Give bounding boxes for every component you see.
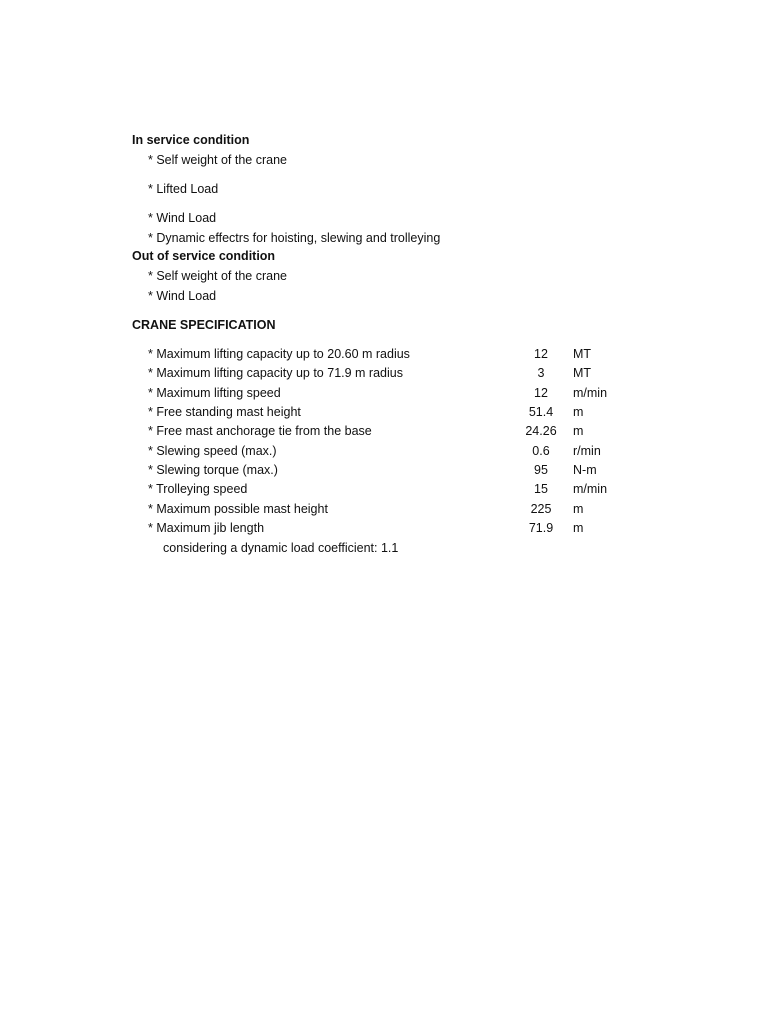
spec-row-label: * Maximum lifting capacity up to 71.9 m radius — [148, 366, 403, 380]
in-service-item-wind-load: * Wind Load — [148, 211, 217, 225]
spec-row-label: * Maximum lifting capacity up to 20.60 m radius — [148, 347, 410, 361]
spec-row-unit: m/min — [573, 386, 608, 400]
spec-row-unit: m — [573, 502, 584, 516]
spec-row-label: * Maximum jib length — [148, 521, 265, 535]
spec-row-unit: m — [573, 424, 584, 438]
spec-row-value: 12 — [534, 347, 548, 361]
out-of-service-heading: Out of service condition — [132, 249, 276, 263]
spec-row-label: * Maximum possible mast height — [148, 502, 328, 516]
spec-row-label: * Free standing mast height — [148, 405, 301, 419]
spec-row-label: * Slewing speed (max.) — [148, 444, 277, 458]
spec-row-unit: m/min — [573, 482, 608, 496]
spec-row-unit: m — [573, 521, 584, 535]
spec-row-unit: MT — [573, 366, 592, 380]
spec-row-unit: m — [573, 405, 584, 419]
out-of-service-item-self-weight: * Self weight of the crane — [148, 269, 287, 283]
spec-row-value: 3 — [537, 366, 545, 380]
in-service-item-self-weight: * Self weight of the crane — [148, 153, 287, 167]
spec-row-value: 51.4 — [528, 405, 554, 419]
spec-row-label: * Free mast anchorage tie from the base — [148, 424, 372, 438]
out-of-service-item-wind-load: * Wind Load — [148, 289, 217, 303]
spec-row-value: 12 — [534, 386, 548, 400]
spec-row-unit: r/min — [573, 444, 601, 458]
spec-row-value: 15 — [534, 482, 548, 496]
spec-row-label: * Trolleying speed — [148, 482, 248, 496]
spec-row-value: 0.6 — [532, 444, 550, 458]
in-service-item-dynamic-effects: * Dynamic effectrs for hoisting, slewing and trolleying — [148, 231, 441, 245]
spec-row-value: 225 — [530, 502, 552, 516]
spec-row-value: 71.9 — [528, 521, 554, 535]
in-service-item-lifted-load: * Lifted Load — [148, 182, 219, 196]
spec-row-unit: MT — [573, 347, 592, 361]
dynamic-load-note: considering a dynamic load coefficient: 1.1 — [163, 541, 399, 555]
spec-row-value: 24.26 — [525, 424, 557, 438]
spec-row-value: 95 — [534, 463, 548, 477]
spec-row-unit: N-m — [573, 463, 597, 477]
spec-row-label: * Maximum lifting speed — [148, 386, 281, 400]
in-service-heading: In service condition — [132, 133, 250, 147]
spec-row-label: * Slewing torque (max.) — [148, 463, 278, 477]
crane-specification-heading: CRANE SPECIFICATION — [132, 318, 276, 332]
